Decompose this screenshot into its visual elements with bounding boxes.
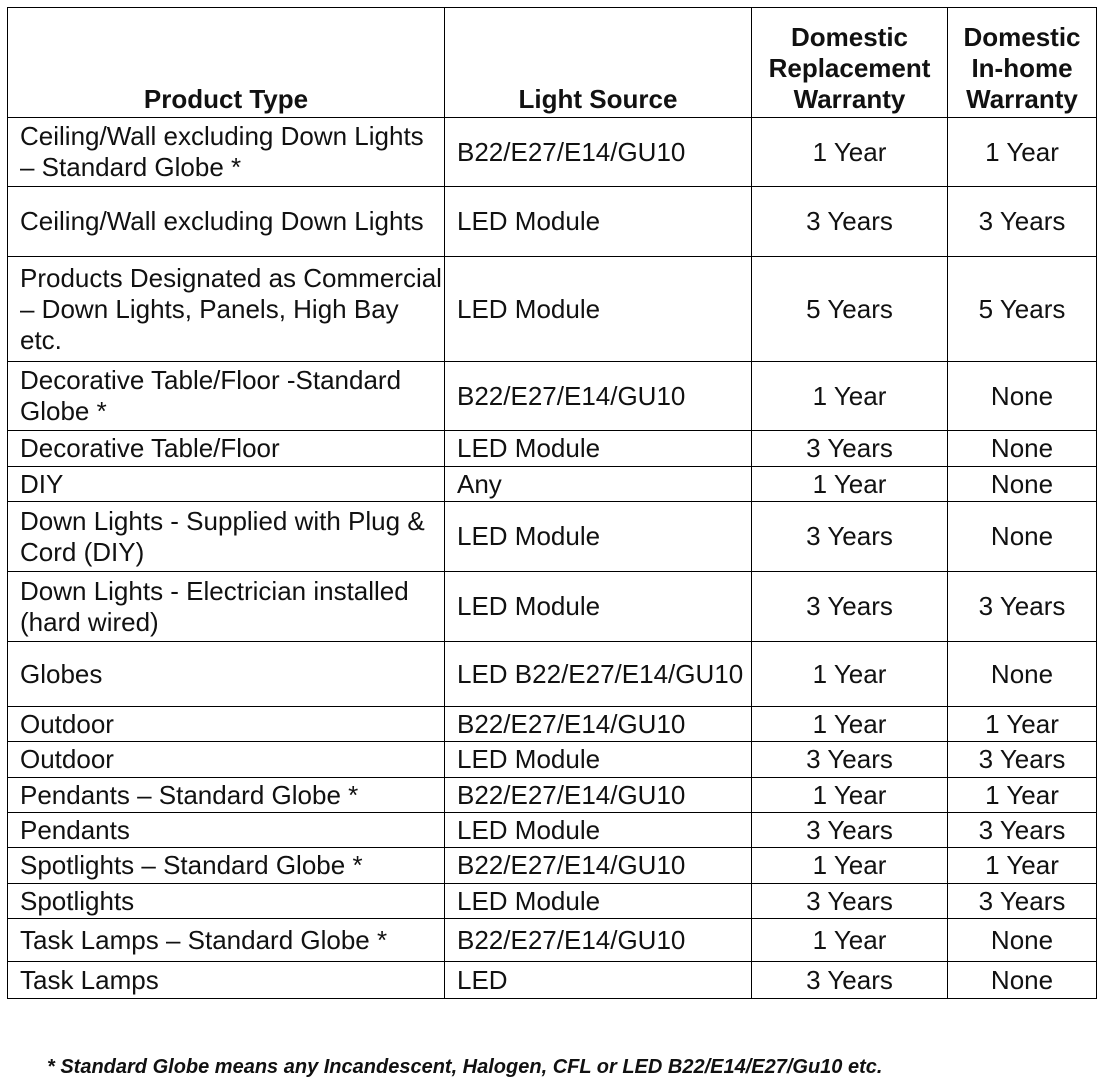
product-type-cell: Decorative Table/Floor -Standard Globe * (8, 362, 445, 431)
light-source-cell: Any (445, 467, 752, 502)
light-source-cell: LED Module (445, 431, 752, 467)
inhome-warranty-cell: 3 Years (948, 884, 1097, 919)
product-type-cell: Pendants (8, 813, 445, 848)
inhome-warranty-cell: None (948, 642, 1097, 707)
inhome-warranty-cell: 5 Years (948, 257, 1097, 362)
header-row (8, 8, 1097, 118)
product-type-cell: Outdoor (8, 707, 445, 742)
table-row (8, 919, 1097, 962)
light-source-cell: B22/E27/E14/GU10 (445, 707, 752, 742)
table-row (8, 848, 1097, 884)
product-type-cell: Products Designated as Commercial – Down Lights, Panels, High Bay etc. (8, 257, 445, 362)
replacement-warranty-cell: 3 Years (752, 884, 948, 919)
light-source-cell: LED Module (445, 884, 752, 919)
product-type-cell: Task Lamps (8, 962, 445, 999)
replacement-warranty-cell: 5 Years (752, 257, 948, 362)
replacement-warranty-cell: 3 Years (752, 813, 948, 848)
product-type-cell: Task Lamps – Standard Globe * (8, 919, 445, 962)
product-type-cell: Spotlights (8, 884, 445, 919)
inhome-warranty-cell: 1 Year (948, 778, 1097, 813)
replacement-warranty-cell: 1 Year (752, 778, 948, 813)
light-source-cell: LED (445, 962, 752, 999)
replacement-warranty-cell: 1 Year (752, 362, 948, 431)
table-row (8, 187, 1097, 257)
product-type-cell: Pendants – Standard Globe * (8, 778, 445, 813)
inhome-warranty-cell: None (948, 919, 1097, 962)
table-row (8, 962, 1097, 999)
replacement-warranty-cell: 1 Year (752, 707, 948, 742)
replacement-warranty-cell: 1 Year (752, 642, 948, 707)
light-source-cell: LED Module (445, 742, 752, 778)
light-source-cell: B22/E27/E14/GU10 (445, 778, 752, 813)
light-source-cell: B22/E27/E14/GU10 (445, 919, 752, 962)
inhome-warranty-cell: None (948, 502, 1097, 572)
replacement-warranty-cell: 3 Years (752, 572, 948, 642)
table-row (8, 118, 1097, 187)
inhome-warranty-cell: 3 Years (948, 742, 1097, 778)
replacement-warranty-cell: 3 Years (752, 962, 948, 999)
replacement-warranty-cell: 1 Year (752, 848, 948, 884)
product-type-cell: Ceiling/Wall excluding Down Lights – Standard Globe * (8, 118, 445, 187)
inhome-warranty-cell: 3 Years (948, 813, 1097, 848)
inhome-warranty-cell: None (948, 362, 1097, 431)
table-row (8, 884, 1097, 919)
light-source-cell: LED Module (445, 187, 752, 257)
table-row (8, 257, 1097, 362)
replacement-warranty-cell: 3 Years (752, 187, 948, 257)
footnote: * Standard Globe means any Incandescent, Halogen, CFL or LED B22/E14/E27/Gu10 etc. (47, 1056, 883, 1078)
replacement-warranty-cell: 3 Years (752, 431, 948, 467)
table-row (8, 572, 1097, 642)
inhome-warranty-cell: 1 Year (948, 848, 1097, 884)
table-row (8, 742, 1097, 778)
replacement-warranty-cell: 1 Year (752, 919, 948, 962)
product-type-cell: Down Lights - Supplied with Plug & Cord (DIY) (8, 502, 445, 572)
product-type-cell: Spotlights – Standard Globe * (8, 848, 445, 884)
table-row (8, 707, 1097, 742)
replacement-warranty-cell: 3 Years (752, 502, 948, 572)
inhome-warranty-cell: None (948, 467, 1097, 502)
inhome-warranty-cell: None (948, 962, 1097, 999)
light-source-cell: B22/E27/E14/GU10 (445, 118, 752, 187)
inhome-warranty-cell: None (948, 431, 1097, 467)
inhome-warranty-cell: 3 Years (948, 187, 1097, 257)
replacement-warranty-cell: 3 Years (752, 742, 948, 778)
header-light-source: Light Source (445, 8, 752, 118)
light-source-cell: LED Module (445, 813, 752, 848)
inhome-warranty-cell: 3 Years (948, 572, 1097, 642)
light-source-cell: LED Module (445, 257, 752, 362)
light-source-cell: LED Module (445, 572, 752, 642)
product-type-cell: DIY (8, 467, 445, 502)
table-row (8, 813, 1097, 848)
product-type-cell: Ceiling/Wall excluding Down Lights (8, 187, 445, 257)
light-source-cell: B22/E27/E14/GU10 (445, 848, 752, 884)
light-source-cell: B22/E27/E14/GU10 (445, 362, 752, 431)
light-source-cell: LED Module (445, 502, 752, 572)
warranty-table (7, 7, 1097, 999)
table-row (8, 642, 1097, 707)
inhome-warranty-cell: 1 Year (948, 118, 1097, 187)
header-product-type: Product Type (8, 8, 445, 118)
table-row (8, 431, 1097, 467)
light-source-cell: LED B22/E27/E14/GU10 (445, 642, 752, 707)
header-replacement-warranty: Domestic Replacement Warranty (752, 8, 948, 118)
product-type-cell: Outdoor (8, 742, 445, 778)
product-type-cell: Decorative Table/Floor (8, 431, 445, 467)
table-row (8, 502, 1097, 572)
inhome-warranty-cell: 1 Year (948, 707, 1097, 742)
replacement-warranty-cell: 1 Year (752, 118, 948, 187)
product-type-cell: Globes (8, 642, 445, 707)
replacement-warranty-cell: 1 Year (752, 467, 948, 502)
table-row (8, 467, 1097, 502)
header-inhome-warranty: Domestic In-home Warranty (948, 8, 1097, 118)
table-row (8, 778, 1097, 813)
product-type-cell: Down Lights - Electrician installed (hard wired) (8, 572, 445, 642)
table-row (8, 362, 1097, 431)
